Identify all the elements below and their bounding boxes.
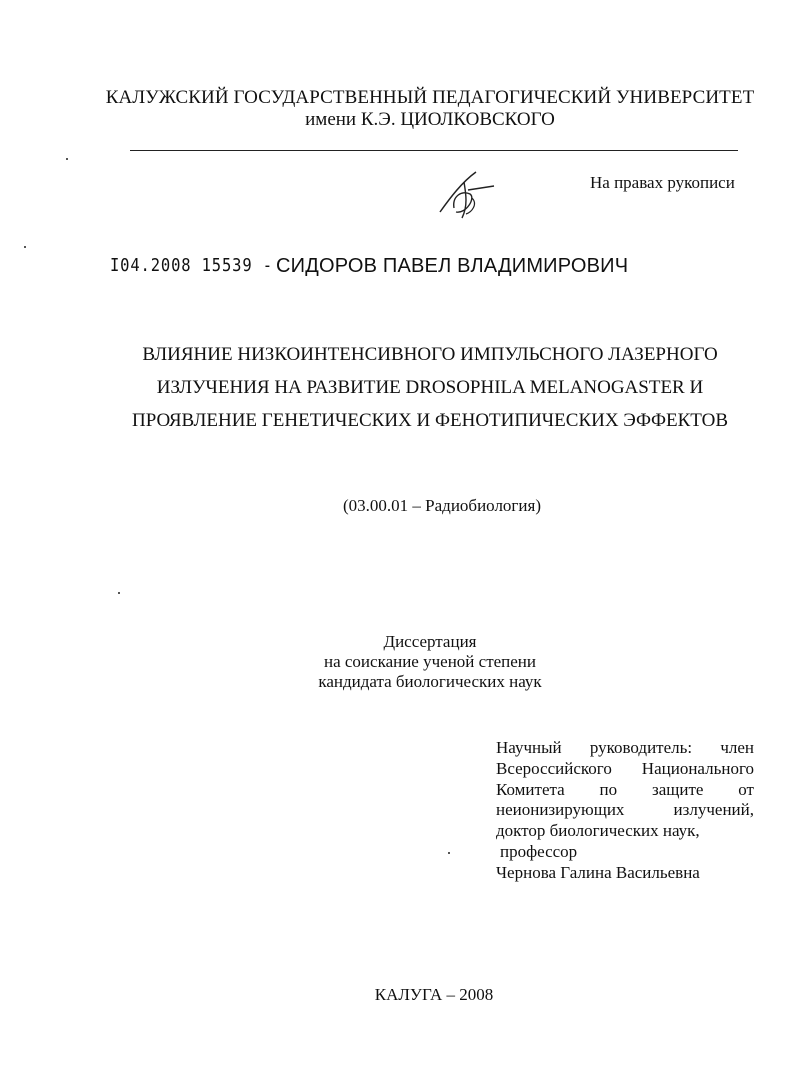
supervisor-line: доктор биологических наук, bbox=[496, 821, 700, 841]
university-name: КАЛУЖСКИЙ ГОСУДАРСТВЕННЫЙ ПЕДАГОГИЧЕСКИЙ УНИВЕРСИТЕТ bbox=[105, 87, 755, 108]
scan-speck bbox=[24, 246, 26, 248]
title-line: ВЛИЯНИЕ НИЗКОИНТЕНСИВНОГО ИМПУЛЬСНОГО ЛАЗЕРНОГО bbox=[142, 344, 718, 365]
supervisor-line: неионизирующих излучений, bbox=[496, 800, 754, 820]
handwritten-signature bbox=[432, 168, 498, 220]
degree-statement bbox=[230, 632, 630, 692]
supervisor-line: Научный руководитель: член bbox=[496, 738, 754, 757]
scan-speck bbox=[448, 852, 450, 854]
supervisor-line: Всероссийского Национального bbox=[496, 758, 754, 778]
dissertation-title bbox=[120, 338, 740, 437]
registration-stamp-number: I04.2008 15539 - bbox=[110, 255, 273, 276]
title-line: ИЗЛУЧЕНИЯ НА РАЗВИТИЕ DROSOPHILA MELANOGASTER И bbox=[156, 377, 704, 398]
header-divider bbox=[130, 150, 738, 151]
specialty-code: (03.00.01 – Радиобиология) bbox=[343, 496, 541, 515]
university-named-after: имени К.Э. ЦИОЛКОВСКОГО bbox=[305, 109, 555, 130]
title-line: ПРОЯВЛЕНИЕ ГЕНЕТИЧЕСКИХ И ФЕНОТИПИЧЕСКИХ ЭФФЕКТОВ bbox=[131, 410, 728, 431]
degree-line: на соискание ученой степени bbox=[323, 652, 537, 671]
author-name: СИДОРОВ ПАВЕЛ ВЛАДИМИРОВИЧ bbox=[276, 255, 629, 277]
city-year: КАЛУГА – 2008 bbox=[374, 985, 494, 1004]
rights-note: На правах рукописи bbox=[590, 173, 735, 192]
scan-speck bbox=[118, 592, 120, 594]
supervisor-line: Чернова Галина Васильевна bbox=[496, 862, 700, 882]
supervisor-line: профессор bbox=[500, 841, 578, 861]
scientific-supervisor bbox=[496, 738, 754, 884]
supervisor-line: Комитета по защите от bbox=[496, 779, 754, 799]
scan-speck bbox=[66, 158, 68, 160]
degree-line: Диссертация bbox=[383, 632, 477, 651]
degree-line: кандидата биологических наук bbox=[318, 672, 542, 691]
